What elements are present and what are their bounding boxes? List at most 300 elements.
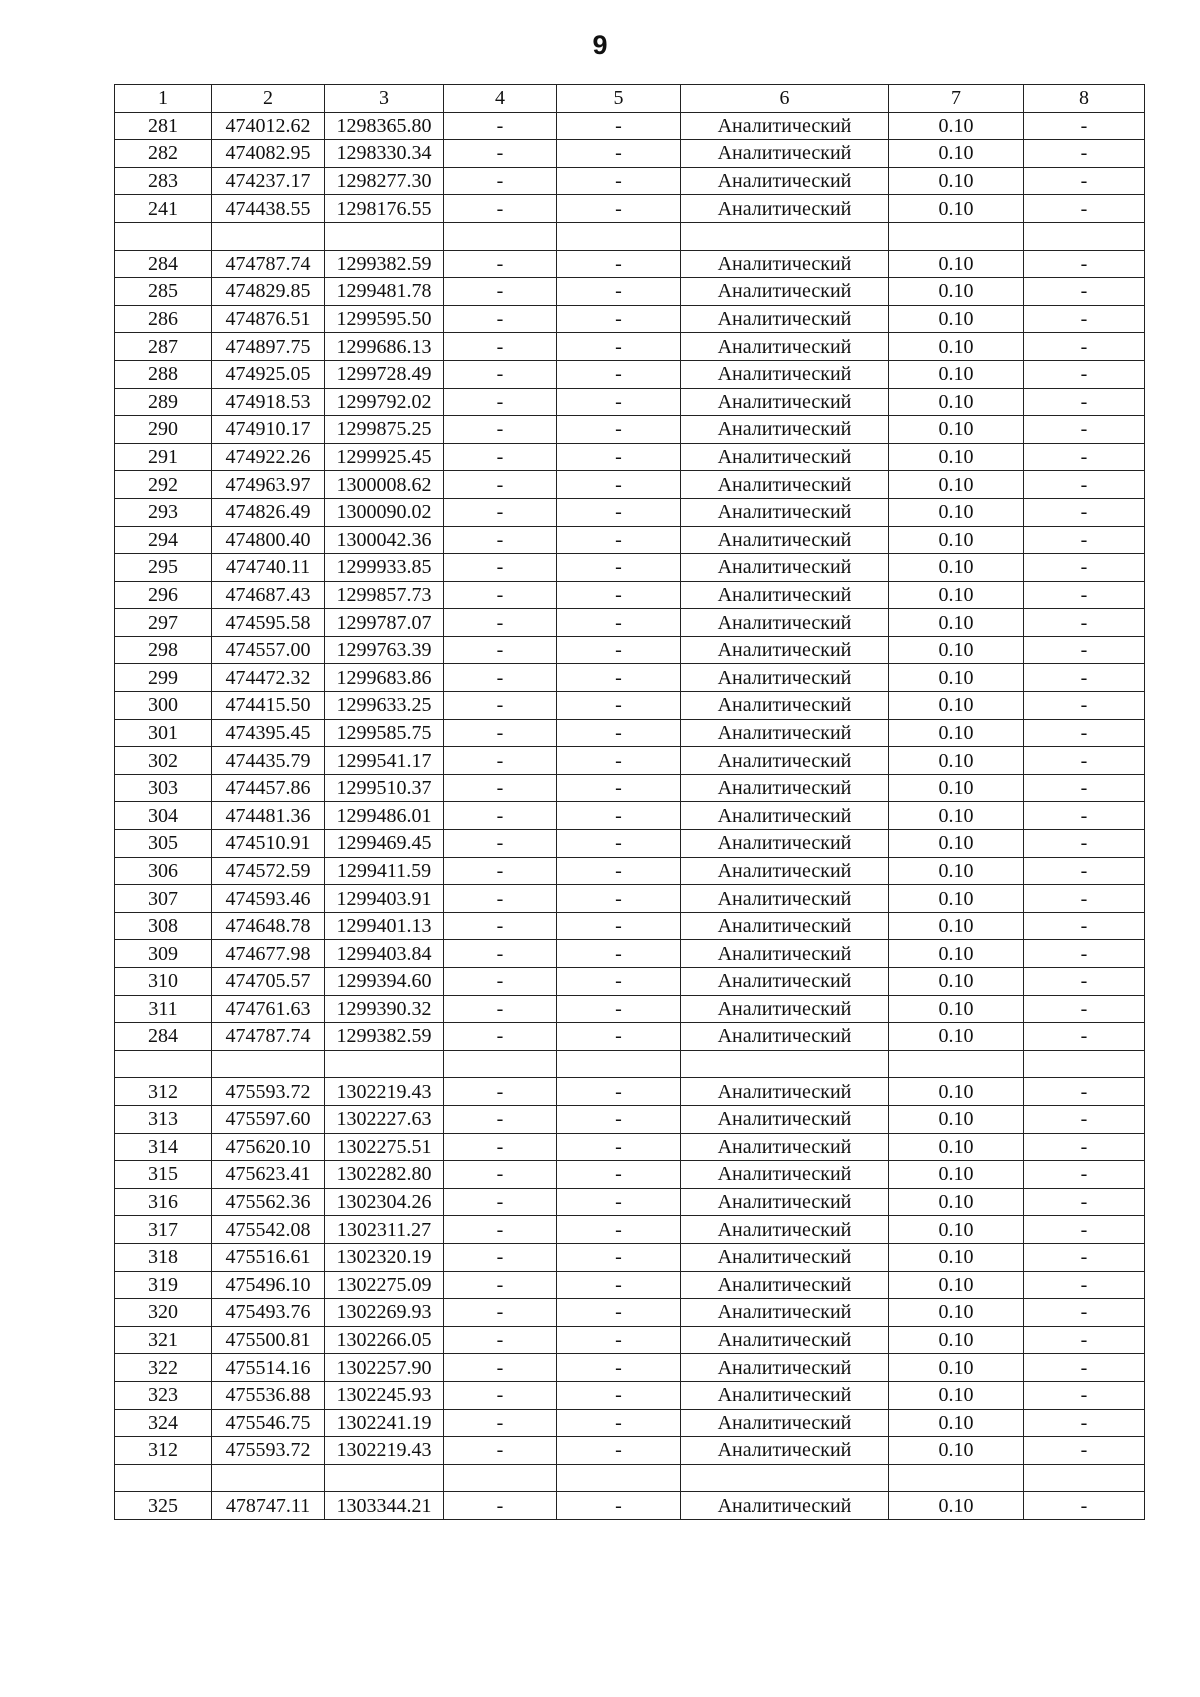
table-row <box>115 664 1145 692</box>
table-cell: - <box>444 1105 557 1133</box>
table-cell: - <box>557 1243 681 1271</box>
table-cell: - <box>1024 140 1145 168</box>
table-cell: 0.10 <box>889 112 1024 140</box>
table-cell: - <box>444 471 557 499</box>
table-cell: 474012.62 <box>212 112 325 140</box>
table-cell: 306 <box>115 857 212 885</box>
table-cell: - <box>1024 526 1145 554</box>
table-cell: - <box>1024 498 1145 526</box>
table-cell: 241 <box>115 195 212 223</box>
table-row <box>115 940 1145 968</box>
table-cell <box>1024 1050 1145 1078</box>
table-cell: - <box>444 140 557 168</box>
table-cell: Аналитический <box>681 443 889 471</box>
table-cell: 474457.86 <box>212 774 325 802</box>
table-cell: - <box>557 167 681 195</box>
table-cell: - <box>1024 747 1145 775</box>
table-cell: - <box>1024 664 1145 692</box>
table-cell: - <box>1024 167 1145 195</box>
table-cell: - <box>1024 112 1145 140</box>
table-cell: - <box>557 968 681 996</box>
table-cell: 474918.53 <box>212 388 325 416</box>
table-cell: 325 <box>115 1492 212 1520</box>
table-cell: 298 <box>115 636 212 664</box>
table-row <box>115 1299 1145 1327</box>
table-cell: - <box>444 940 557 968</box>
table-cell: 0.10 <box>889 1326 1024 1354</box>
table-cell: 283 <box>115 167 212 195</box>
table-cell: - <box>1024 1216 1145 1244</box>
table-cell: Аналитический <box>681 830 889 858</box>
table-cell: - <box>444 1299 557 1327</box>
table-cell: - <box>444 995 557 1023</box>
table-row <box>115 443 1145 471</box>
table-cell: - <box>444 719 557 747</box>
table-cell: Аналитический <box>681 526 889 554</box>
table-cell: - <box>557 1216 681 1244</box>
table-cell: Аналитический <box>681 140 889 168</box>
table-cell: 0.10 <box>889 333 1024 361</box>
table-cell: 288 <box>115 360 212 388</box>
table-cell: 0.10 <box>889 554 1024 582</box>
table-cell: Аналитический <box>681 1161 889 1189</box>
table-cell: - <box>557 830 681 858</box>
table-cell: - <box>557 554 681 582</box>
table-cell: - <box>444 1409 557 1437</box>
table-cell: - <box>557 416 681 444</box>
table-cell: 474557.00 <box>212 636 325 664</box>
table-cell: - <box>557 1271 681 1299</box>
table-cell: 289 <box>115 388 212 416</box>
table-row <box>115 554 1145 582</box>
table-cell: - <box>444 278 557 306</box>
table-cell: - <box>557 195 681 223</box>
table-cell: 0.10 <box>889 416 1024 444</box>
table-cell: Аналитический <box>681 664 889 692</box>
table-row <box>115 747 1145 775</box>
blank-row <box>115 222 1145 250</box>
table-cell: 321 <box>115 1326 212 1354</box>
table-cell: 474595.58 <box>212 609 325 637</box>
table-cell: 285 <box>115 278 212 306</box>
table-cell: - <box>1024 1381 1145 1409</box>
table-row <box>115 167 1145 195</box>
table-cell: 0.10 <box>889 1023 1024 1051</box>
table-cell: 1300042.36 <box>325 526 444 554</box>
table-cell: - <box>444 885 557 913</box>
table-row <box>115 1243 1145 1271</box>
table-cell: 475493.76 <box>212 1299 325 1327</box>
table-cell: - <box>444 968 557 996</box>
table-cell: 0.10 <box>889 692 1024 720</box>
page-number: 9 <box>592 30 608 60</box>
table-cell: Аналитический <box>681 1354 889 1382</box>
table-cell: 281 <box>115 112 212 140</box>
table-cell: - <box>557 857 681 885</box>
table-cell: - <box>444 581 557 609</box>
table-cell <box>889 222 1024 250</box>
table-row <box>115 1492 1145 1520</box>
table-cell: Аналитический <box>681 112 889 140</box>
table-cell: 0.10 <box>889 802 1024 830</box>
table-cell: 0.10 <box>889 581 1024 609</box>
table-cell: Аналитический <box>681 278 889 306</box>
table-cell: 0.10 <box>889 664 1024 692</box>
table-cell: 303 <box>115 774 212 802</box>
table-cell <box>444 1464 557 1492</box>
table-cell: - <box>444 912 557 940</box>
table-cell: 1302245.93 <box>325 1381 444 1409</box>
table-cell: - <box>1024 1299 1145 1327</box>
table-cell: 312 <box>115 1078 212 1106</box>
table-cell: 0.10 <box>889 1105 1024 1133</box>
table-cell: - <box>1024 1271 1145 1299</box>
header-row <box>115 85 1145 113</box>
table-cell <box>115 222 212 250</box>
table-cell: 474925.05 <box>212 360 325 388</box>
table-cell: 309 <box>115 940 212 968</box>
table-cell: - <box>1024 830 1145 858</box>
table-cell: Аналитический <box>681 1326 889 1354</box>
table-cell: 474705.57 <box>212 968 325 996</box>
table-cell: - <box>1024 1409 1145 1437</box>
table-cell: - <box>557 1381 681 1409</box>
table-cell: - <box>1024 581 1145 609</box>
table-cell: - <box>444 747 557 775</box>
table-cell: - <box>1024 1437 1145 1465</box>
table-cell: - <box>1024 305 1145 333</box>
table-cell: 1299390.32 <box>325 995 444 1023</box>
table-cell: - <box>557 250 681 278</box>
table-cell: 0.10 <box>889 636 1024 664</box>
table-cell: - <box>444 857 557 885</box>
table-cell: 1299382.59 <box>325 1023 444 1051</box>
table-row <box>115 830 1145 858</box>
table-cell: 1299469.45 <box>325 830 444 858</box>
table-cell: Аналитический <box>681 747 889 775</box>
table-cell: 1299411.59 <box>325 857 444 885</box>
table-cell: 0.10 <box>889 167 1024 195</box>
table-cell: 1302275.51 <box>325 1133 444 1161</box>
table-cell: 474510.91 <box>212 830 325 858</box>
table-cell: 1299633.25 <box>325 692 444 720</box>
table-cell: - <box>557 498 681 526</box>
table-row <box>115 1078 1145 1106</box>
table-cell: 0.10 <box>889 885 1024 913</box>
table-cell: 0.10 <box>889 609 1024 637</box>
table-cell: Аналитический <box>681 1216 889 1244</box>
table-cell <box>115 1050 212 1078</box>
column-header: 5 <box>557 85 681 113</box>
table-row <box>115 250 1145 278</box>
table-cell: - <box>444 636 557 664</box>
table-cell: - <box>444 360 557 388</box>
table-cell: 1299595.50 <box>325 305 444 333</box>
table-cell <box>444 222 557 250</box>
table-row <box>115 1326 1145 1354</box>
table-cell: - <box>557 940 681 968</box>
table-cell: - <box>557 1105 681 1133</box>
table-row <box>115 995 1145 1023</box>
table-cell: 1299933.85 <box>325 554 444 582</box>
table-cell: - <box>444 1216 557 1244</box>
table-cell <box>557 1050 681 1078</box>
table-cell: 0.10 <box>889 830 1024 858</box>
table-cell: 474237.17 <box>212 167 325 195</box>
table-cell: - <box>444 1271 557 1299</box>
table-cell: 1299686.13 <box>325 333 444 361</box>
table-cell: Аналитический <box>681 609 889 637</box>
table-header <box>115 85 1145 113</box>
table-cell: 474648.78 <box>212 912 325 940</box>
table-cell: Аналитический <box>681 636 889 664</box>
table-row <box>115 1188 1145 1216</box>
table-cell: 0.10 <box>889 1078 1024 1106</box>
table-cell: 475620.10 <box>212 1133 325 1161</box>
table-cell <box>681 1050 889 1078</box>
table-cell: - <box>1024 1105 1145 1133</box>
table-cell: 0.10 <box>889 1492 1024 1520</box>
table-cell: - <box>557 1023 681 1051</box>
table-cell: 1299875.25 <box>325 416 444 444</box>
table-cell: 1299925.45 <box>325 443 444 471</box>
table-row <box>115 885 1145 913</box>
table-cell: 1303344.21 <box>325 1492 444 1520</box>
table-row <box>115 1133 1145 1161</box>
table-cell: - <box>557 140 681 168</box>
table-row <box>115 636 1145 664</box>
table-cell: 307 <box>115 885 212 913</box>
table-cell: - <box>557 1492 681 1520</box>
table-cell: - <box>557 1437 681 1465</box>
table-cell: - <box>444 305 557 333</box>
table-cell: 0.10 <box>889 1271 1024 1299</box>
column-header: 3 <box>325 85 444 113</box>
table-cell <box>325 222 444 250</box>
table-cell: 286 <box>115 305 212 333</box>
table-cell: - <box>557 995 681 1023</box>
table-cell: - <box>557 526 681 554</box>
table-cell: - <box>1024 416 1145 444</box>
table-cell: Аналитический <box>681 1078 889 1106</box>
table-cell: 1299510.37 <box>325 774 444 802</box>
table-cell: 475516.61 <box>212 1243 325 1271</box>
column-header: 6 <box>681 85 889 113</box>
table-row <box>115 471 1145 499</box>
table-cell: Аналитический <box>681 1105 889 1133</box>
table-cell: - <box>444 1161 557 1189</box>
table-cell: - <box>444 830 557 858</box>
table-cell: 475546.75 <box>212 1409 325 1437</box>
table-cell: 1299403.91 <box>325 885 444 913</box>
table-cell: 1300090.02 <box>325 498 444 526</box>
table-cell: 0.10 <box>889 305 1024 333</box>
table-cell: - <box>1024 1161 1145 1189</box>
table-cell: 323 <box>115 1381 212 1409</box>
table-cell: 474787.74 <box>212 1023 325 1051</box>
table-cell: - <box>557 443 681 471</box>
table-cell: - <box>444 1023 557 1051</box>
table-cell: 1302311.27 <box>325 1216 444 1244</box>
table-cell: 1299787.07 <box>325 609 444 637</box>
table-cell: 1298176.55 <box>325 195 444 223</box>
table-cell: 475500.81 <box>212 1326 325 1354</box>
table-cell: 474876.51 <box>212 305 325 333</box>
table-cell: - <box>1024 554 1145 582</box>
table-cell: 474415.50 <box>212 692 325 720</box>
table-cell: 312 <box>115 1437 212 1465</box>
table-cell: - <box>557 360 681 388</box>
table-cell: 311 <box>115 995 212 1023</box>
table-cell: 1302282.80 <box>325 1161 444 1189</box>
table-body <box>115 112 1145 1519</box>
table-cell: 319 <box>115 1271 212 1299</box>
table-cell: 474687.43 <box>212 581 325 609</box>
table-row <box>115 416 1145 444</box>
table-row <box>115 1271 1145 1299</box>
table-row <box>115 692 1145 720</box>
table-cell: - <box>557 719 681 747</box>
table-cell: - <box>444 1492 557 1520</box>
table-cell: - <box>444 416 557 444</box>
table-cell: 474472.32 <box>212 664 325 692</box>
table-cell <box>325 1464 444 1492</box>
table-cell: - <box>1024 885 1145 913</box>
table-cell: Аналитический <box>681 195 889 223</box>
table-cell: 1299401.13 <box>325 912 444 940</box>
table-cell: 0.10 <box>889 360 1024 388</box>
table-row <box>115 857 1145 885</box>
table-cell: - <box>444 1133 557 1161</box>
table-cell: - <box>444 443 557 471</box>
table-cell: 474082.95 <box>212 140 325 168</box>
table-cell: 1299763.39 <box>325 636 444 664</box>
table-cell: 1299486.01 <box>325 802 444 830</box>
table-cell: - <box>557 885 681 913</box>
table-cell: - <box>1024 278 1145 306</box>
table-cell: 316 <box>115 1188 212 1216</box>
table-cell: - <box>1024 443 1145 471</box>
table-cell: 0.10 <box>889 471 1024 499</box>
table-cell: - <box>444 250 557 278</box>
table-cell: 0.10 <box>889 1243 1024 1271</box>
table-cell: Аналитический <box>681 1023 889 1051</box>
table-cell: Аналитический <box>681 167 889 195</box>
table-cell: 1302219.43 <box>325 1078 444 1106</box>
table-row <box>115 526 1145 554</box>
table-row <box>115 581 1145 609</box>
table-cell: 475496.10 <box>212 1271 325 1299</box>
table-cell: - <box>1024 1354 1145 1382</box>
table-cell: - <box>1024 195 1145 223</box>
column-header: 2 <box>212 85 325 113</box>
table-row <box>115 278 1145 306</box>
table-cell: - <box>1024 1326 1145 1354</box>
table-cell: 301 <box>115 719 212 747</box>
table-cell: - <box>444 802 557 830</box>
table-cell: Аналитический <box>681 1492 889 1520</box>
table-cell: - <box>444 112 557 140</box>
table-cell: Аналитический <box>681 1299 889 1327</box>
table-cell: - <box>1024 1133 1145 1161</box>
table-cell: 1298330.34 <box>325 140 444 168</box>
table-cell: 474677.98 <box>212 940 325 968</box>
table-cell: - <box>444 1188 557 1216</box>
table-cell: - <box>444 167 557 195</box>
table-cell: Аналитический <box>681 250 889 278</box>
table-cell: 474826.49 <box>212 498 325 526</box>
table-cell: 474922.26 <box>212 443 325 471</box>
table-cell: - <box>1024 719 1145 747</box>
table-cell: 0.10 <box>889 1299 1024 1327</box>
table-cell: 310 <box>115 968 212 996</box>
table-cell: 474787.74 <box>212 250 325 278</box>
table-cell: - <box>557 636 681 664</box>
table-cell: 0.10 <box>889 1409 1024 1437</box>
table-cell: 0.10 <box>889 140 1024 168</box>
table-cell: - <box>1024 388 1145 416</box>
table-cell: 290 <box>115 416 212 444</box>
table-cell: 474740.11 <box>212 554 325 582</box>
table-cell: - <box>557 278 681 306</box>
table-cell: 474800.40 <box>212 526 325 554</box>
table-cell: - <box>444 526 557 554</box>
table-cell: Аналитический <box>681 912 889 940</box>
table-cell: 302 <box>115 747 212 775</box>
table-row <box>115 388 1145 416</box>
table-cell: - <box>1024 609 1145 637</box>
table-cell: 478747.11 <box>212 1492 325 1520</box>
table-cell: Аналитический <box>681 388 889 416</box>
table-cell: 0.10 <box>889 995 1024 1023</box>
table-cell: Аналитический <box>681 692 889 720</box>
table-row <box>115 912 1145 940</box>
table-cell: - <box>1024 471 1145 499</box>
table-row <box>115 968 1145 996</box>
table-cell: Аналитический <box>681 581 889 609</box>
table-cell <box>115 1464 212 1492</box>
table-cell: 475514.16 <box>212 1354 325 1382</box>
table-cell: - <box>444 774 557 802</box>
table-cell: - <box>1024 857 1145 885</box>
table-cell: 0.10 <box>889 498 1024 526</box>
table-cell: - <box>557 471 681 499</box>
table-cell: - <box>444 498 557 526</box>
table-cell: Аналитический <box>681 1243 889 1271</box>
coordinates-table <box>114 84 1145 1520</box>
table-cell: 475593.72 <box>212 1437 325 1465</box>
table-cell: 0.10 <box>889 1354 1024 1382</box>
table-cell: - <box>1024 360 1145 388</box>
blank-row <box>115 1464 1145 1492</box>
blank-row <box>115 1050 1145 1078</box>
table-cell: 0.10 <box>889 250 1024 278</box>
table-cell: - <box>557 1354 681 1382</box>
table-cell: - <box>557 692 681 720</box>
table-cell: 1299394.60 <box>325 968 444 996</box>
table-cell: - <box>557 609 681 637</box>
table-cell: 320 <box>115 1299 212 1327</box>
table-cell: Аналитический <box>681 885 889 913</box>
table-cell: - <box>444 195 557 223</box>
table-cell: 474897.75 <box>212 333 325 361</box>
table-cell: 296 <box>115 581 212 609</box>
column-header: 7 <box>889 85 1024 113</box>
table-cell: - <box>444 609 557 637</box>
table-row <box>115 1409 1145 1437</box>
table-cell: 315 <box>115 1161 212 1189</box>
table-cell: - <box>444 333 557 361</box>
